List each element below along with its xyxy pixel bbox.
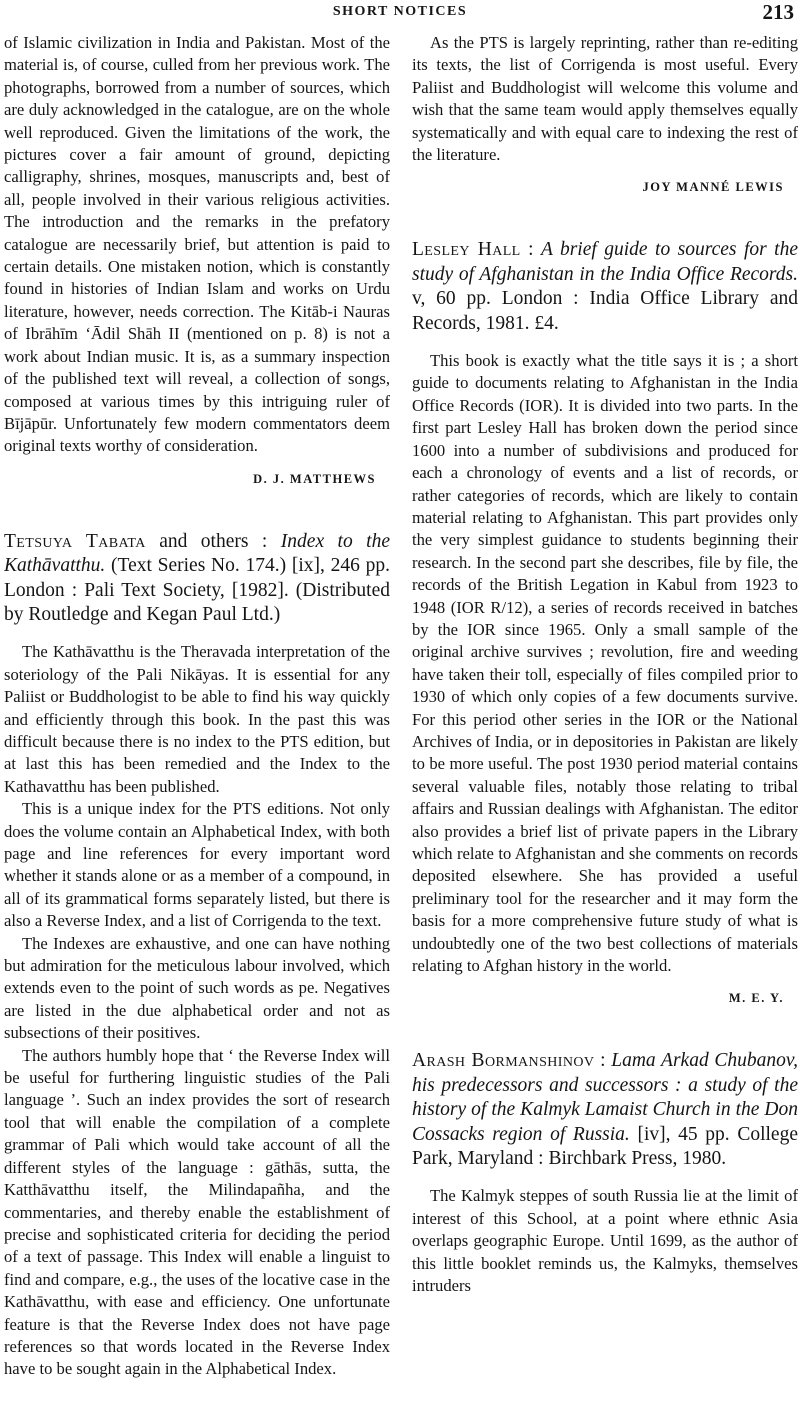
running-head: SHORT NOTICES <box>332 4 468 19</box>
tabata-author: Tetsuya Tabata <box>4 530 146 552</box>
tabata-paragraph-1: The Kathāvatthu is the Theravada interpretation of the soteriology of the Pali Nikāyas. It is essential for any Paliist or Buddhologist to be able to find his way quickly and efficiently through this book. In the past this was difficult because there is no index to the PTS edition, but at last this has been remedied and the Index to the Kathavatthu has been published. <box>4 642 390 796</box>
page-number: 213 <box>762 0 794 24</box>
hall-signature: M. E. Y. <box>728 991 784 1006</box>
hall-book-details: v, 60 pp. London : India Office Library and Records, 1981. £4. <box>412 288 798 334</box>
bormanshinov-author-suffix: : <box>594 1050 612 1072</box>
right-column <box>412 32 798 1400</box>
bormanshinov-notice-heading <box>412 1049 798 1171</box>
page-header <box>0 0 800 30</box>
bormanshinov-author: Arash Bormanshinov <box>412 1050 595 1072</box>
matthews-review-paragraph: of Islamic civilization in India and Pakistan. Most of the material is, of course, culled from her previous work. The photographs, borrowed from a number of sources, which are duly acknowledged in the catalogue, are on the whole well reproduced. Given the limitations of the work, the pictures cover a fair amount of ground, depicting calligraphy, shrines, mosques, manuscripts and, best of all, people involved in their various religious activities. The introduction and the remarks in the prefatory catalogue are necessarily brief, but attention is paid to certain details. One mistaken notion, which is constantly found in histories of Indian Islam and works on Urdu literature, however, needs correction. The Kitāb-i Nauras of Ibrāhīm ‘Ādil Shāh II (mentioned on p. 8) is not a work about Indian music. It is, as a summary inspection of the published text will reveal, a collection of songs, composed at various times by this intriguing ruler of Bījāpūr. Unfortunately few modern commentators deem original texts worthy of consideration. <box>4 33 390 456</box>
bormanshinov-book-details: [iv], 45 pp. College Park, Maryland : Birchbark Press, 1980. <box>412 1123 798 1170</box>
hall-review-paragraph: This book is exactly what the title says it is ; a short guide to documents relating to Afghanistan in the India Office Records (IOR). It is divided into two parts. In the first part Lesley Hall has broken down the period since 1600 into a number of subdivisions and produced for each a chronology of events and a list of records, or rather categories of records, which are likely to contain material relating to Afghanistan. This part provides only the very simplest guidance to students beginning their research. In the second part she describes, file by file, the records of the British Legation in Kabul from 1923 to 1948 (IOR R/12), a series of records received in batches by the IOR since 1965. Only a small sample of the original archive survives ; revolution, fire and weeding have taken their toll, especially of files compiled prior to 1930 of which only copies of a few documents survive. For this period other series in the IOR or the National Archives of India, or in depositories in Pakistan are likely to be more useful. The post 1930 period material contains several valuable files, notably those relating to tribal affairs and Russian dealings with Afghanistan. The editor also provides a brief list of private papers in the Library which relate to Afghanistan and she comments on records deposited elsewhere. She has provided a useful preliminary tool for the researcher and it may form the basis for a more comprehensive future study of what is undoubtedly one of the two best collections of materials relating to Afghan history in the world. <box>412 351 798 976</box>
tabata-book-title: Index to the Kathāvatthu. <box>4 530 390 577</box>
hall-author-suffix: : <box>520 239 541 261</box>
tabata-paragraph-4: The authors humbly hope that ‘ the Reverse Index will be useful for furthering linguistic studies of the Pali language ’. Such an index provides the sort of research tool that will enable the compilation of a complete grammar of Pali which would take account of all the different styles of the language : gāthās, sutta, the Katthāvatthu itself, the Milindapañha, and the commentaries, and thereby enable the establishment of precise and sophisticated criteria for deciding the period of a text of passage. This Index will enable a linguist to find and compare, e.g., the uses of the locative case in the Kathāvatthu, with ease and efficiency. One unfortunate feature is that the Reverse Index does not have page references so that words located in the Reverse Index have to be sought again in the Alphabetical Index. <box>4 1045 390 1379</box>
tabata-paragraph-5: As the PTS is largely reprinting, rather than re-editing its texts, the list of Corrigenda is most useful. Every Paliist and Buddhologist will welcome this volume and wish that the same team would apply themselves equally systematically and with equal care to indexing the rest of the literature. <box>412 33 798 165</box>
left-column <box>4 32 390 1400</box>
tabata-author-suffix: and others : <box>145 530 281 552</box>
hall-book-title: A brief guide to sources for the study of Afghanistan in the India Office Records. <box>412 239 798 285</box>
tabata-notice-heading <box>4 530 390 628</box>
tabata-signature: JOY MANNÉ LEWIS <box>642 180 784 195</box>
tabata-paragraph-2: This is a unique index for the PTS editions. Not only does the volume contain an Alphabetical Index, with both page and line references for every important word whether it stands alone or as a member of a compound, in all of its grammatical forms separately listed, but there is also a Reverse Index, and a list of Corrigenda to the text. <box>4 799 390 931</box>
tabata-paragraph-3: The Indexes are exhaustive, and one can have nothing but admiration for the meticulous labour involved, which extends even to the point of such words as pe. Negatives are listed in the due alphabetical order and not as subsections of their positives. <box>4 933 390 1043</box>
tabata-book-details: (Text Series No. 174.) [ix], 246 pp. London : Pali Text Society, [1982]. (Distributed by Routledge and Kegan Paul Ltd.) <box>4 555 390 625</box>
bormanshinov-review-paragraph: The Kalmyk steppes of south Russia lie at the limit of interest of this School, at a point where ethnic Asia overlaps geographic Europe. Until 1699, as the author of this little booklet reminds us, the Kalmyks, themselves intruders <box>412 1186 798 1296</box>
hall-notice-heading <box>412 238 798 336</box>
matthews-signature: D. J. MATTHEWS <box>253 471 376 486</box>
bormanshinov-book-title: Lama Arkad Chubanov, his predecessors and successors : a study of the history of the Kalmyk Lamaist Church in the Don Cossacks region of Russia. <box>412 1050 798 1145</box>
hall-author: Lesley Hall <box>412 239 521 261</box>
